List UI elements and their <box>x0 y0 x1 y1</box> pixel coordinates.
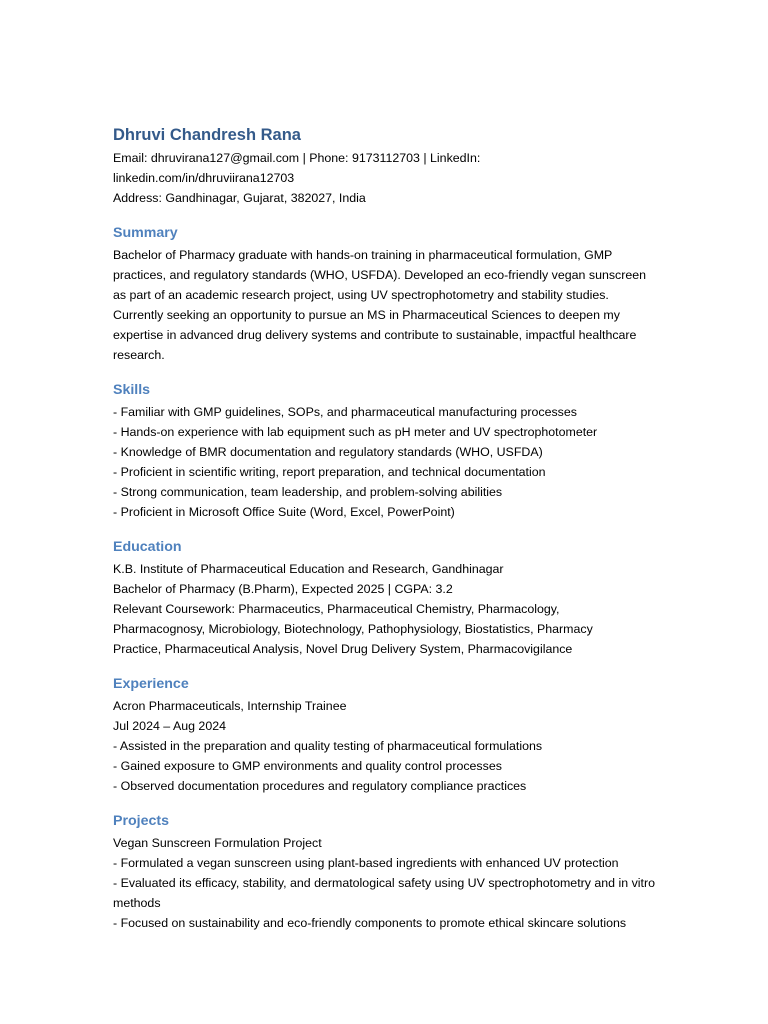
summary-section <box>113 223 658 365</box>
contact-line: Email: dhruvirana127@gmail.com | Phone: 9173112703 | LinkedIn: linkedin.com/in/dhruviirana12703 <box>113 151 481 185</box>
education-section <box>113 537 658 659</box>
candidate-name: Dhruvi Chandresh Rana <box>113 126 301 144</box>
address-line: Address: Gandhinagar, Gujarat, 382027, India <box>113 191 366 205</box>
resume-content <box>113 124 658 933</box>
summary-text: Bachelor of Pharmacy graduate with hands-on training in pharmaceutical formulation, GMP practices, and regulatory standards (WHO, USFDA). Developed an eco-friendly vegan sunscreen as part of an academic research project, using UV spectrophotometry and stability studies. Currently seeking an opportunity to pursue an MS in Pharmaceutical Sciences to deepen my expertise in advanced drug delivery systems and contribute to sustainable, impactful healthcare research. <box>113 248 647 362</box>
education-institution: K.B. Institute of Pharmaceutical Education and Research, Gandhinagar <box>113 562 504 576</box>
experience-item: - Gained exposure to GMP environments and quality control processes <box>113 759 502 773</box>
education-degree: Bachelor of Pharmacy (B.Pharm), Expected 2025 | CGPA: 3.2 <box>113 582 453 596</box>
project-title: Vegan Sunscreen Formulation Project <box>113 836 322 850</box>
projects-section <box>113 811 658 933</box>
project-item: - Focused on sustainability and eco-friendly components to promote ethical skincare solutions <box>113 916 627 930</box>
experience-dates: Jul 2024 – Aug 2024 <box>113 719 226 733</box>
skill-item: - Knowledge of BMR documentation and regulatory standards (WHO, USFDA) <box>113 445 543 459</box>
experience-role: Acron Pharmaceuticals, Internship Trainee <box>113 699 347 713</box>
skill-item: - Proficient in Microsoft Office Suite (Word, Excel, PowerPoint) <box>113 505 455 519</box>
experience-item: - Assisted in the preparation and quality testing of pharmaceutical formulations <box>113 739 543 753</box>
project-item: - Formulated a vegan sunscreen using plant-based ingredients with enhanced UV protection <box>113 856 619 870</box>
project-item: - Evaluated its efficacy, stability, and dermatological safety using UV spectrophotometry and in vitro methods <box>113 876 656 910</box>
education-heading: Education <box>113 539 182 555</box>
skill-item: - Familiar with GMP guidelines, SOPs, and pharmaceutical manufacturing processes <box>113 405 577 419</box>
experience-section <box>113 674 658 796</box>
skills-section <box>113 380 658 522</box>
education-coursework: Relevant Coursework: Pharmaceutics, Pharmaceutical Chemistry, Pharmacology, Pharmacognosy, Microbiology, Biotechnology, Pathophysiology, Biostatistics, Pharmacy Practice, Pharmaceutical Analysis, Novel Drug Delivery System, Pharmacovigilance <box>113 602 593 656</box>
experience-item: - Observed documentation procedures and regulatory compliance practices <box>113 779 527 793</box>
skill-item: - Strong communication, team leadership, and problem-solving abilities <box>113 485 503 499</box>
skill-item: - Hands-on experience with lab equipment such as pH meter and UV spectrophotometer <box>113 425 598 439</box>
experience-heading: Experience <box>113 676 189 692</box>
skill-item: - Proficient in scientific writing, report preparation, and technical documentation <box>113 465 546 479</box>
projects-heading: Projects <box>113 813 169 829</box>
skills-heading: Skills <box>113 382 151 398</box>
summary-heading: Summary <box>113 225 178 241</box>
header-section <box>113 124 658 208</box>
